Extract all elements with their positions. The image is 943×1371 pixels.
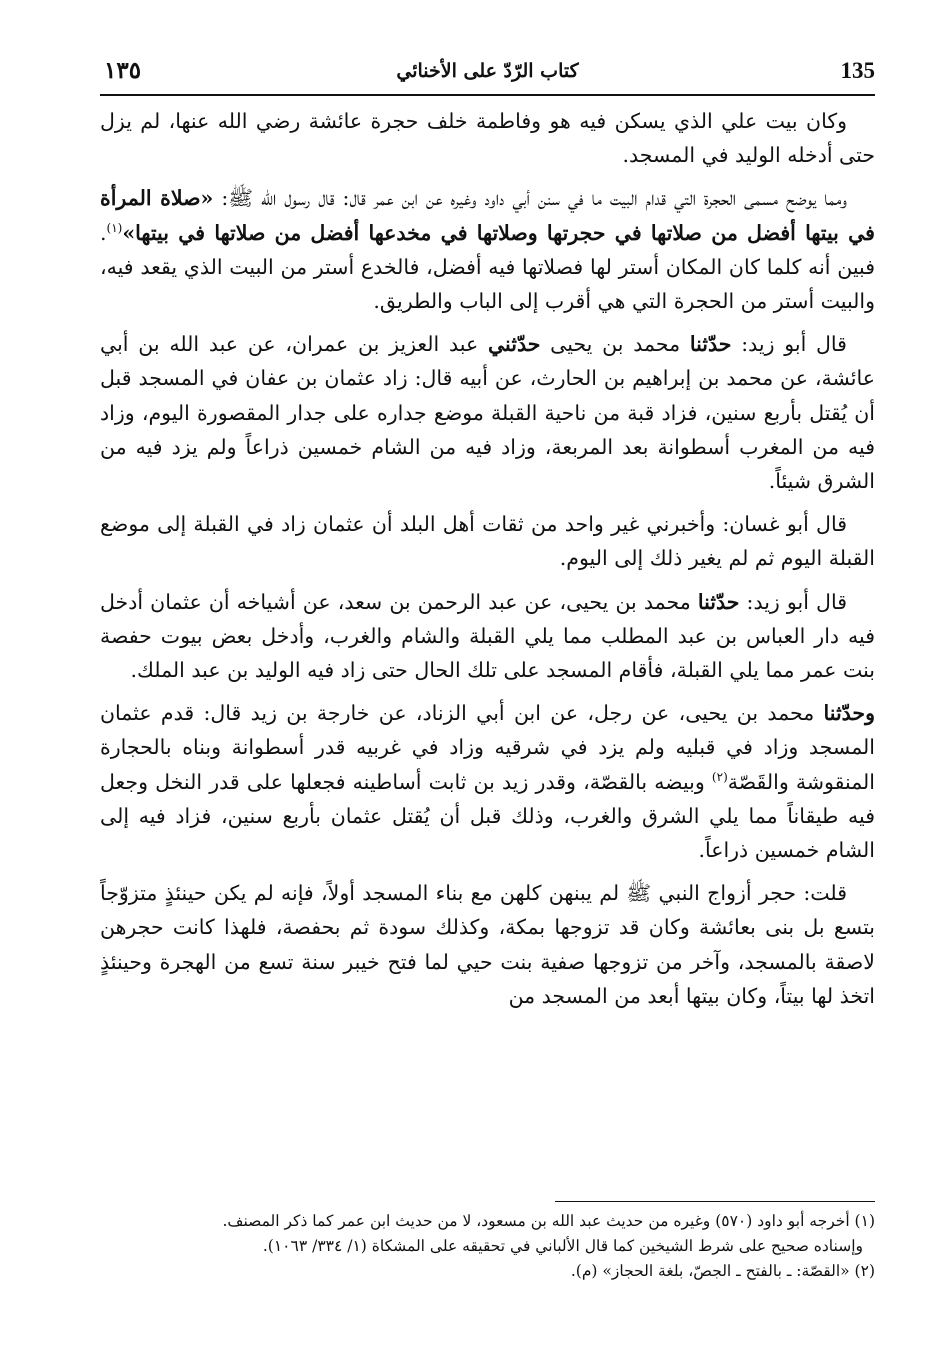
text-run: قال أبو غسان: وأخبرني غير واحد من ثقات أهل البلد أن عثمان زاد في القبلة إلى موضع القبلة اليوم ثم لم يغير ذلك إلى اليوم.	[100, 512, 875, 571]
bold-text: حدّثنا	[689, 332, 732, 357]
paragraph	[100, 507, 875, 575]
text-run: وكان بيت علي الذي يسكن فيه هو وفاطمة خلف حجرة عائشة رضي الله عنها، لم يزل حتى أدخله الوليد في المسجد.	[100, 109, 875, 168]
footnote-marker: (١)	[106, 220, 123, 235]
text-run: ومما يوضح مسمى الحجرة التي قدام البيت ما في سنن أبي داود وغيره عن ابن عمر قال: قال رسول الله ﷺ:	[213, 186, 847, 211]
text-run: محمد بن يحيى، عن رجل، عن ابن أبي الزناد، عن خارجة بن زيد قال: قدم عثمان المسجد وزاد في قبليه ولم يزد في شرقيه وزاد في غربيه قدر أسطوانة وبناه بالحجارة المنقوشة والقَصّة	[100, 701, 875, 794]
book-title: كتاب الرّدّ على الأخنائي	[396, 60, 579, 82]
text-run: قلت: حجر أزواج النبي ﷺ لم يبنهن كلهن مع بناء المسجد أولاً، فإنه لم يكن حينئذٍ متزوّجاً بتسع بل بنى بعائشة وكان قد تزوجها بمكة، وكذلك سودة ثم بحفصة، فلهذا كانت حجرهن لاصقة بالمسجد، وآخر من تزوجها صفية بنت حيي لما فتح خيبر سنة تسع من الهجرة وحينئذٍ اتخذ لها بيتاً، وكان بيتها أبعد من المسجد من	[100, 881, 875, 1008]
bold-text: «صلاة المرأة في بيتها أفضل من صلاتها في حجرتها وصلاتها في مخدعها أفضل من صلاتها في بيتها»	[100, 186, 875, 245]
text-run: قال أبو زيد:	[731, 332, 847, 357]
paragraph	[100, 104, 875, 172]
bold-text: وحدّثنا	[823, 701, 875, 726]
footnote-marker: (٢)	[711, 769, 728, 784]
paragraph	[100, 876, 875, 1013]
page-header	[100, 58, 875, 96]
text-run: وبيضه بالقصّة، وقدر زيد بن ثابت أساطينه فجعلها على قدر النخل وجعل فيه طيقاناً مما يلي الشرق والغرب، وذلك قبل أن يُقتل عثمان بأربع سنين، فزاد فيه إلى الشام خمسين ذراعاً.	[100, 769, 875, 863]
bold-text: حدّثني	[487, 332, 541, 357]
text-run: محمد بن يحيى	[540, 332, 690, 357]
page-number-arabic: ١٣٥	[104, 58, 142, 83]
page-number-western: 135	[840, 58, 875, 83]
text-run: محمد بن يحيى، عن عبد الرحمن بن سعد، عن أشياخه أن عثمان أدخل فيه دار العباس بن عبد المطلب مما يلي القبلة والشام والغرب، وأدخل بعض بيوت حفصة بنت عمر مما يلي القبلة، فأقام المسجد على تلك الحال حتى زاد فيه الوليد بن عبد الملك.	[100, 589, 875, 683]
body-text	[100, 104, 875, 1013]
footnote-separator	[555, 1201, 875, 1202]
text-run: عبد العزيز بن عمران، عن عبد الله بن أبي عائشة، عن محمد بن إبراهيم بن الحارث، عن أبيه قال: زاد عثمان بن عفان في المسجد قبل أن يُقتل بأربع سنين، فزاد قبة من ناحية القبلة موضع جداره على جدار المقصورة اليوم، وزاد فيه من المغرب أسطوانة بعد المربعة، وزاد فيه من الشام خمسين ذراعاً ولم يزد فيه من الشرق شيئاً.	[100, 332, 875, 494]
paragraph	[100, 181, 875, 318]
footnote-1-continuation: وإسناده صحيح على شرط الشيخين كما قال الألباني في تحقيقه على المشكاة (١/ ٣٣٤/ ١٠٦٣).	[262, 1237, 863, 1255]
footnote-2: (٢) «القصّة: ـ بالفتح ـ الجصّ، بلغة الحجاز» (م).	[570, 1262, 875, 1280]
footnote-1: (١) أخرجه أبو داود (٥٧٠) وغيره من حديث عبد الله بن مسعود، لا من حديث ابن عمر كما ذكر المصنف.	[222, 1212, 875, 1230]
bold-text: حدّثنا	[697, 589, 740, 614]
paragraph	[100, 696, 875, 867]
footnotes	[96, 1209, 875, 1284]
paragraph	[100, 327, 875, 498]
text-run: قال أبو زيد:	[739, 589, 847, 614]
paragraph	[100, 585, 875, 688]
text-run: . فبين أنه كلما كان المكان أستر لها فصلاتها فيه أفضل، فالخدع أستر من البيت الذي يقعد فيه، والبيت أستر من الحجرة التي هي أقرب إلى الباب والطريق.	[100, 220, 875, 314]
